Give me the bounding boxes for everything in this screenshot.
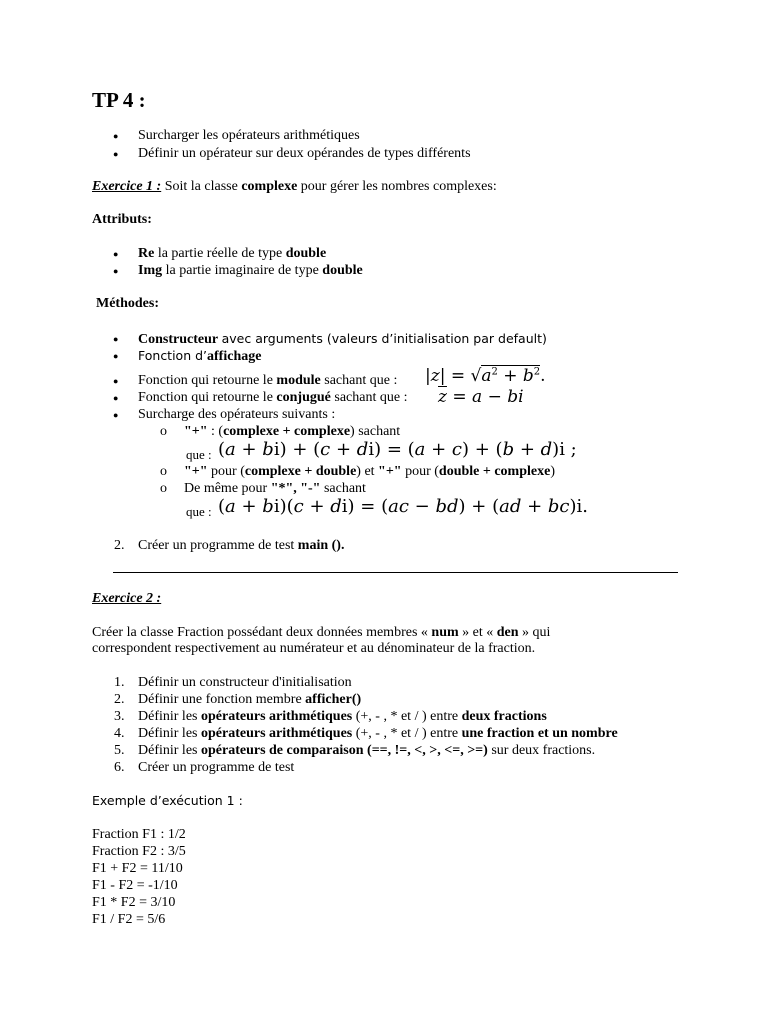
method-module [138,373,397,389]
text: Définir les [138,726,198,741]
exercise1-label: Exercice 1 : [92,179,162,194]
list-number: 3. [114,709,125,724]
objective-2: Définir un opérateur sur deux opérandes de types différents [138,146,471,161]
operators: (+, - , * et / ) [355,709,427,724]
bold-text: opérateurs arithmétiques [200,726,353,741]
text: Créer la classe Fraction possédant deux données membres « [92,625,428,640]
que-label: que : [186,504,212,519]
method-bullet: ● [113,376,119,386]
create-test-main [138,538,344,554]
text: Définir une fonction membre [138,692,302,707]
list-number: 2. [114,538,125,553]
member-name: den [496,625,519,640]
text: » et « [462,625,494,640]
exercise2-label: Exercice 2 : [92,591,162,606]
method-name: conjugué [276,390,331,405]
attr-desc: la partie imaginaire de type [165,263,319,278]
task-arith-fractions [138,709,547,725]
method-overload: Surcharge des opérateurs suivants : [138,407,336,422]
attribute-re [138,246,326,262]
text: Créer un programme de test [138,538,295,553]
method-desc: avec arguments (valeurs d’initialisation par default) [221,331,547,346]
multiplication-formula: (a + bi)(c + di) = (ac − bd) + (ad + bc)i. [218,496,589,517]
attr-type: double [322,263,363,278]
exercise2-intro-line1 [92,625,550,641]
separator-line [113,572,678,573]
overload-plus-double [184,464,555,480]
text: Définir les [138,743,198,758]
attr-name: Img [138,263,163,278]
attr-bullet: ● [113,249,119,259]
list-number: 4. [114,726,125,741]
operators: (==, !=, <, >, <=, >=) [367,743,488,758]
output-line: Fraction F1 : 1/2 [92,827,186,842]
operator: "*", "-" [270,481,321,496]
method-desc: sachant que : [324,373,398,388]
sub-bullet: o [160,481,167,496]
class-name: complexe [241,179,298,194]
conjugate-formula: $\overline{z} = a$ − bi [438,387,524,407]
method-desc: Fonction qui retourne le [138,390,273,405]
intro-text: pour gérer les nombres complexes: [300,179,497,194]
objective-1: Surcharger les opérateurs arithmétiques [138,128,360,143]
attr-desc: la partie réelle de type [157,246,283,261]
text: entre [430,726,459,741]
objective-bullet: ● [113,131,119,141]
operand-types: double + complexe [438,464,551,479]
text: De même pour [184,481,271,496]
method-bullet: ● [113,351,119,361]
text: pour ( [401,464,439,479]
output-line: Fraction F2 : 3/5 [92,844,186,859]
operand-types: complexe + double [244,464,357,479]
example-heading: Exemple d’exécution 1 : [92,793,243,808]
operand-types: complexe + complexe [223,424,351,439]
method-display [138,348,261,365]
text: sur deux fractions. [491,743,596,758]
bold-text: opérateurs arithmétiques [200,709,353,724]
exercise2-intro-line2: correspondent respectivement au numérateur et au dénominateur de la fraction. [92,641,536,656]
task-comparison [138,743,595,759]
page-title: TP 4 : [92,88,146,112]
method-bullet: ● [113,334,119,344]
addition-formula: (a + bi) + (c + di) = (a + c) + (b + d)i ; [218,439,577,460]
text: » qui [522,625,551,640]
exercise1-intro [92,179,497,195]
operator: "+" [184,464,208,479]
text: : ( [207,424,224,439]
function-name: afficher() [305,692,362,707]
bold-text: opérateurs de comparaison [200,743,364,758]
method-name: module [276,373,321,388]
task-test-program: Créer un programme de test [138,760,295,775]
module-formula: $|z| = √a^2 + b^2$. [425,366,546,386]
intro-text: Soit la classe [164,179,238,194]
text: entre [430,709,459,724]
operator: "+" [184,424,208,439]
method-bullet: ● [113,410,119,420]
method-desc: sachant que : [334,390,408,405]
method-desc: Fonction qui retourne le [138,373,273,388]
output-line: F1 + F2 = 11/10 [92,861,183,876]
sub-bullet: o [160,424,167,439]
text: sachant [320,481,366,496]
output-line: F1 * F2 = 3/10 [92,895,176,910]
attr-name: Re [138,246,155,261]
operator: "+" [378,464,402,479]
attributs-heading: Attributs: [92,212,152,227]
overload-plus-complex [184,424,400,440]
overload-mult-minus [184,481,366,497]
list-number: 2. [114,692,125,707]
text: ) et [356,464,379,479]
text: ) [550,464,555,479]
task-constructor: Définir un constructeur d'initialisation [138,675,352,690]
output-line: F1 - F2 = -1/10 [92,878,178,893]
task-display [138,692,361,708]
method-name: Constructeur [138,332,219,347]
que-label: que : [186,447,212,462]
task-arith-number [138,726,618,742]
methodes-heading: Méthodes: [96,296,159,311]
function-name: main (). [297,538,345,553]
member-name: num [431,625,459,640]
text: pour ( [207,464,245,479]
method-bullet: ● [113,393,119,403]
sub-bullet: o [160,464,167,479]
bold-text: une fraction et un nombre [461,726,618,741]
objective-bullet: ● [113,149,119,159]
output-line: F1 / F2 = 5/6 [92,912,166,927]
list-number: 5. [114,743,125,758]
operators: (+, - , * et / ) [355,726,427,741]
method-constructor [138,331,547,348]
list-number: 6. [114,760,125,775]
attr-bullet: ● [113,266,119,276]
method-desc: Fonction d’ [138,348,208,363]
text: Définir les [138,709,198,724]
method-name: affichage [207,349,262,364]
bold-text: deux fractions [461,709,547,724]
method-conjugate [138,390,407,406]
attr-type: double [285,246,327,261]
attribute-img [138,263,363,279]
text: ) sachant [350,424,401,439]
list-number: 1. [114,675,125,690]
